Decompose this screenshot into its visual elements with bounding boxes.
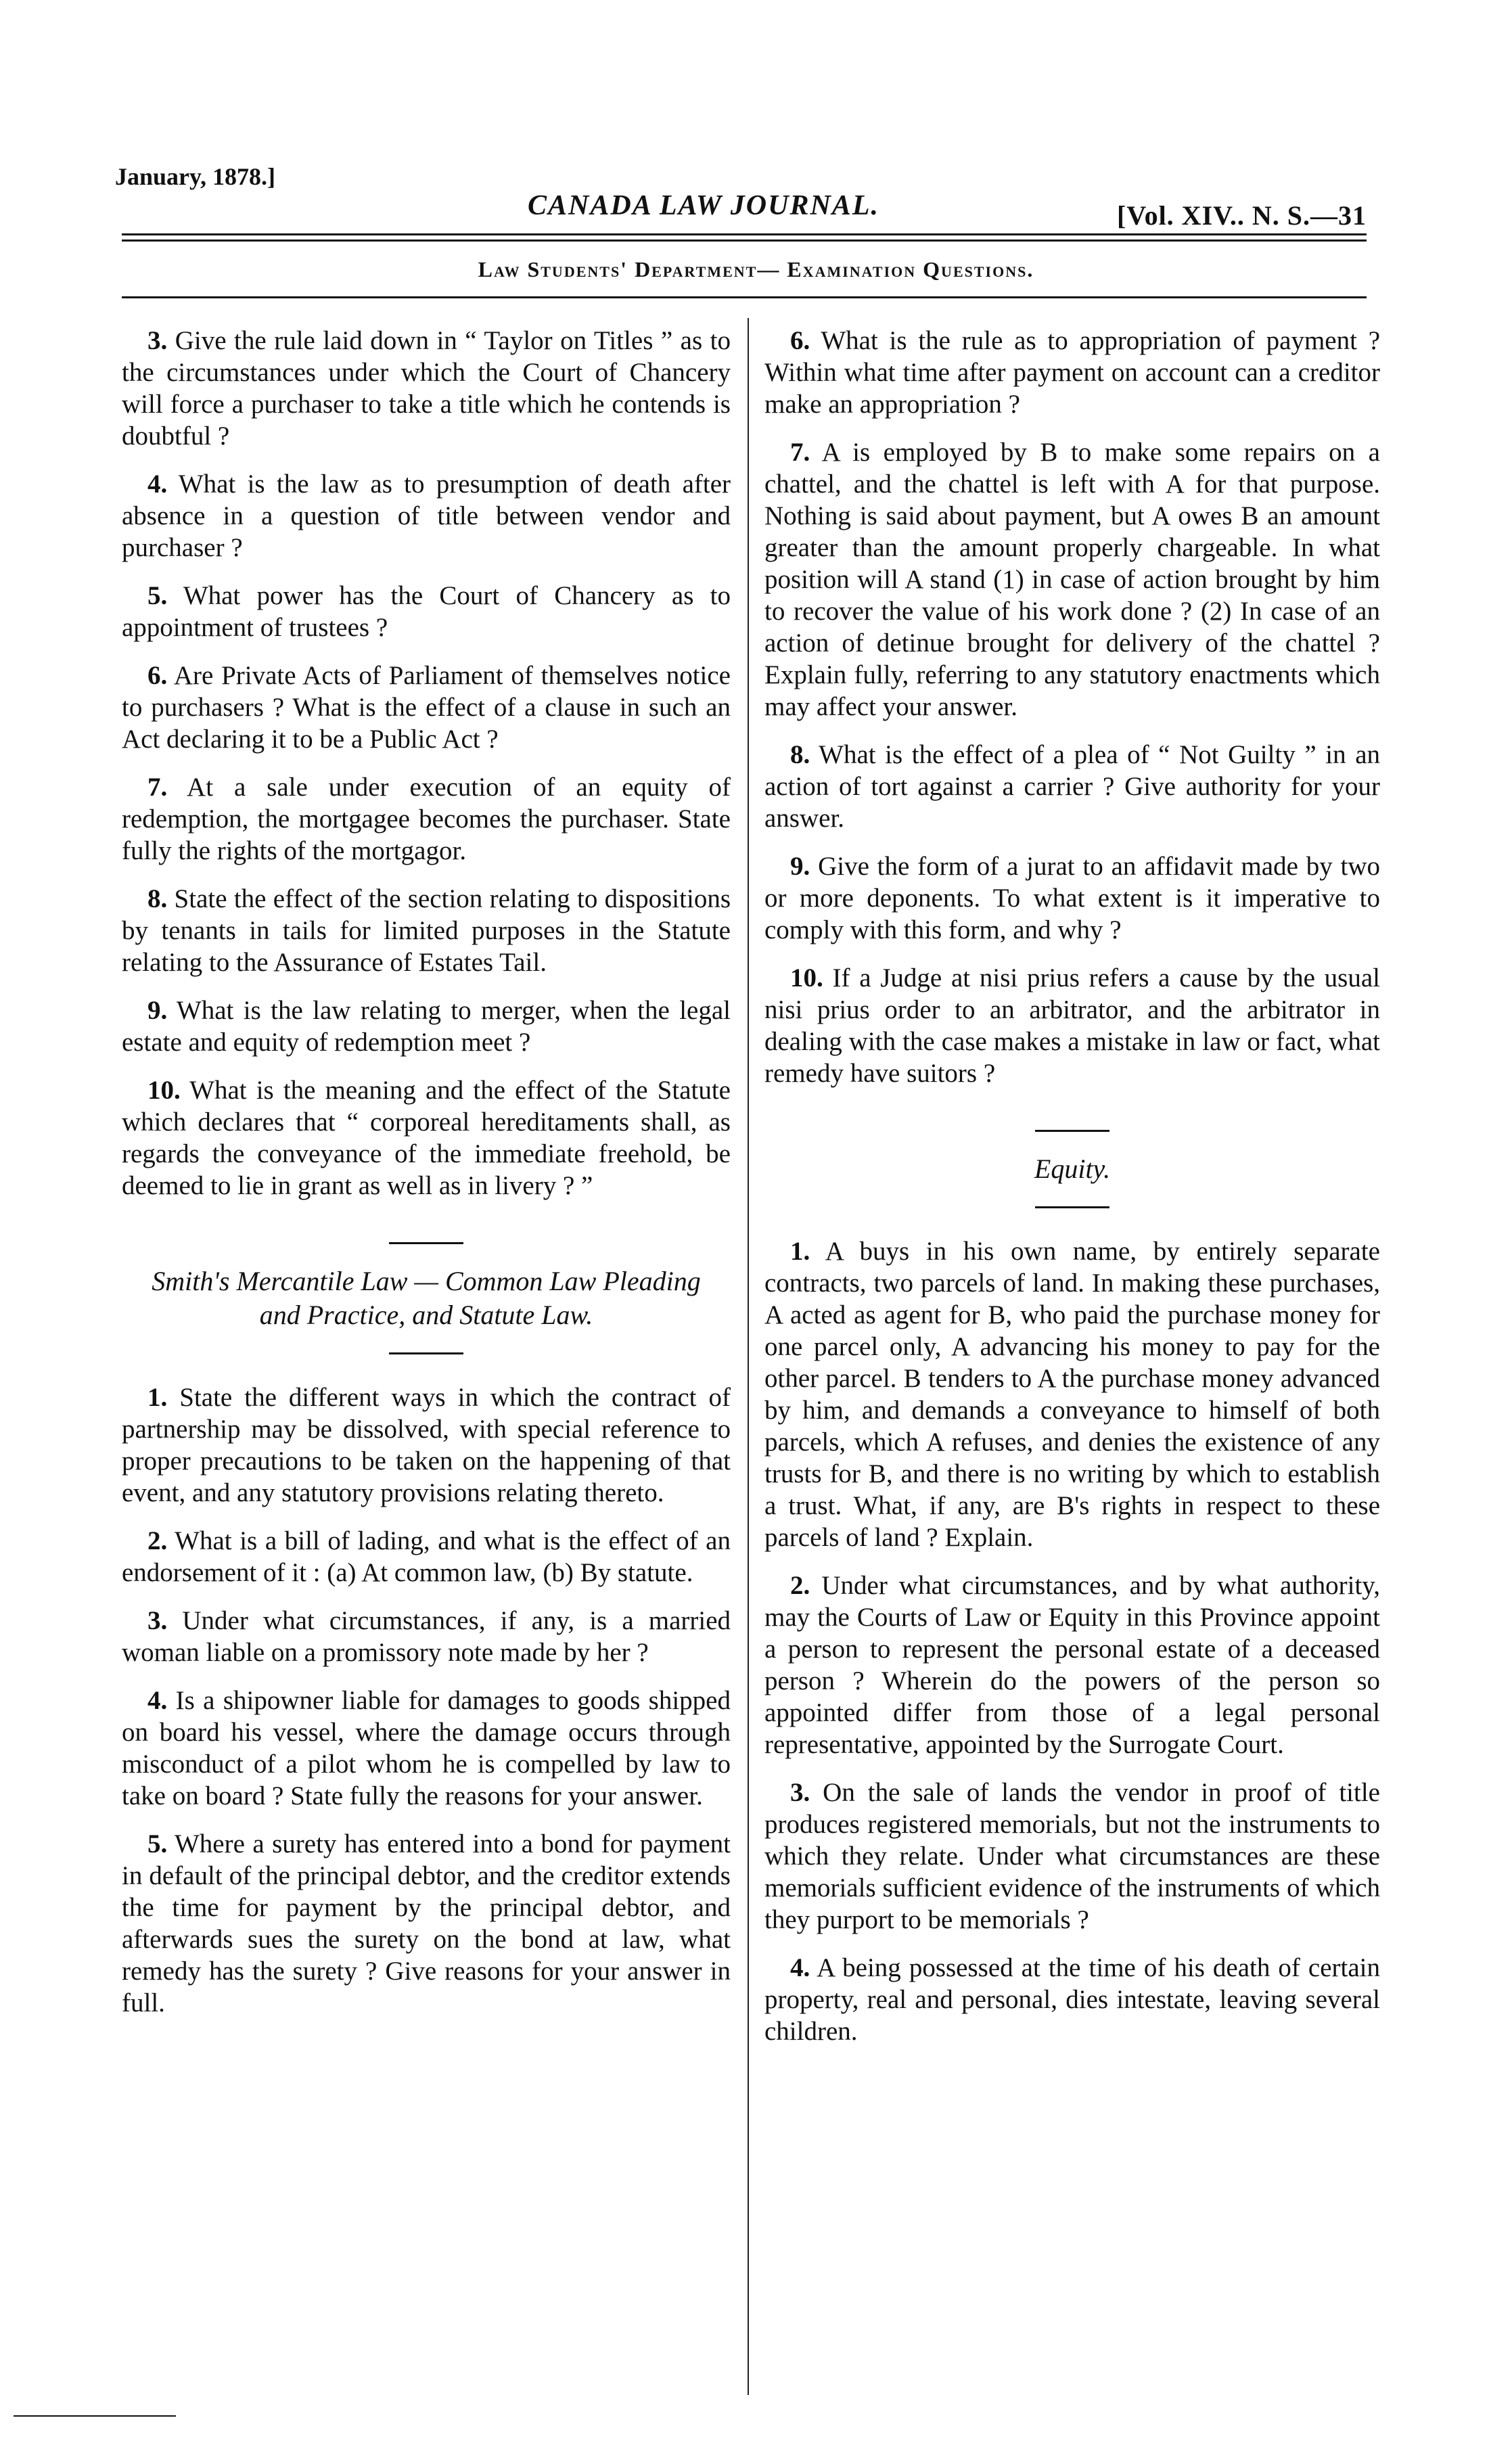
question-text: What power has the Court of Chancery as to appointment of trustees ?	[122, 581, 731, 642]
question-text: On the sale of lands the vendor in proof of title produces registered memorials, but not the instruments to which they relate. Under what circumstances are these memorials sufficient evidence of the instruments of which they purport to be memorials ?	[764, 1778, 1380, 1934]
question-number: 2.	[790, 1571, 810, 1600]
section-rule	[389, 1352, 463, 1354]
question-number: 9.	[147, 996, 168, 1025]
question-text: What is the rule as to appropriation of payment ? Within what time after payment on account can a creditor make an appropriation ?	[764, 326, 1381, 419]
question-text: State the different ways in which the contract of partnership may be dissolved, with special reference to proper precautions to be taken on the happening of that event, and any statutory provisions relating thereto.	[122, 1383, 731, 1507]
question-number: 1.	[147, 1383, 168, 1412]
question-text: What is a bill of lading, and what is the effect of an endorsement of it : (a) At common law, (b) By statute.	[122, 1526, 731, 1587]
issue-date: January, 1878.]	[115, 163, 276, 190]
question-text: What is the law as to presumption of death after absence in a question of title between vendor and purchaser ?	[122, 470, 731, 562]
question-item	[764, 1952, 1380, 2047]
footer-rule	[14, 2415, 176, 2417]
question-number: 8.	[790, 740, 810, 769]
question-item	[764, 739, 1380, 834]
question-text: What is the law relating to merger, when the legal estate and equity of redemption meet ?	[122, 996, 731, 1057]
question-item	[122, 1685, 731, 1812]
left-column	[122, 325, 731, 2035]
question-text: A buys in his own name, by entirely separate contracts, two parcels of land. In making these purchases, A acted as agent for B, who paid the purchase money for one parcel only, A advancing his money to pay for the other parcel. B tenders to A the purchase money advanced by him, and demands a conveyance to himself of both parcels, which A refuses, and denies the existence of any trusts for B, and there is no writing by which to establish a trust. What, if any, are B's rights in respect to these parcels of land ? Explain.	[764, 1237, 1380, 1552]
right-questions-equity	[764, 1235, 1380, 2047]
section-rule	[1035, 1206, 1109, 1208]
running-header	[115, 162, 1367, 231]
question-number: 3.	[147, 326, 168, 355]
question-item	[764, 1777, 1380, 1936]
question-text: Where a surety has entered into a bond for payment in default of the principal debtor, and the creditor extends the time for payment by the principal debtor, and afterwards sues the surety on the bond at law, what remedy has the surety ? Give reasons for your answer in full.	[122, 1829, 731, 2017]
question-number: 5.	[147, 581, 168, 610]
column-divider	[748, 318, 749, 2395]
question-item	[764, 962, 1380, 1089]
question-item	[764, 436, 1380, 723]
question-text: Under what circumstances, and by what authority, may the Courts of Law or Equity in this Province appoint a person to represent the personal estate of a deceased person ? Wherein do the powers of the person so appointed differ from those of a legal personal representative, appointed by the Surrogate Court.	[764, 1571, 1381, 1759]
section-title-equity: Equity.	[1034, 1154, 1111, 1184]
question-text: What is the effect of a plea of “ Not Guilty ” in an action of tort against a carrier ? Give authority for your answer.	[764, 740, 1381, 833]
volume-page: [Vol. XIV.. N. S.—31	[1117, 200, 1367, 231]
question-number: 6.	[147, 661, 168, 690]
header-rule-bottom	[122, 239, 1367, 242]
question-number: 7.	[790, 438, 810, 467]
question-number: 1.	[790, 1237, 810, 1266]
question-text: Give the rule laid down in “ Taylor on Titles ” as to the circumstances under which the Court of Chancery will force a purchaser to take a title which he contends is doubtful ?	[122, 326, 731, 451]
question-text: What is the meaning and the effect of the Statute which declares that “ corporeal hereditaments shall, as regards the conveyance of the immediate freehold, be deemed to lie in grant as well as in livery ? ”	[122, 1076, 731, 1200]
department-rule	[122, 296, 1367, 298]
question-item	[122, 580, 731, 643]
question-item	[122, 325, 731, 452]
question-item	[122, 1525, 731, 1589]
question-item	[122, 1382, 731, 1509]
section-rule	[1035, 1130, 1109, 1132]
question-item	[122, 1605, 731, 1668]
section-rule	[389, 1242, 463, 1244]
question-item	[764, 1570, 1380, 1760]
question-number: 3.	[147, 1606, 168, 1635]
right-questions-common-law	[764, 325, 1380, 1089]
header-rule-top	[122, 233, 1367, 235]
question-number: 8.	[147, 884, 168, 913]
journal-title: CANADA LAW JOURNAL.	[528, 190, 879, 221]
question-number: 4.	[790, 1953, 810, 1982]
question-text: Is a shipowner liable for damages to goods shipped on board his vessel, where the damage occurs through misconduct of a pilot whom he is compelled by law to take on board ? State fully the reasons for your answer.	[122, 1686, 731, 1810]
question-text: State the effect of the section relating to dispositions by tenants in tails for limited purposes in the Statute relating to the Assurance of Estates Tail.	[122, 884, 731, 977]
question-item	[122, 1074, 731, 1202]
department-heading: Law Students' Department— Examination Questions.	[478, 257, 1034, 281]
question-text: Give the form of a jurat to an affidavit made by two or more deponents. To what extent is it imperative to comply with this form, and why ?	[764, 852, 1381, 944]
question-item	[122, 771, 731, 867]
question-number: 4.	[147, 470, 168, 499]
question-number: 10.	[147, 1076, 181, 1105]
question-item	[764, 1235, 1380, 1553]
question-number: 3.	[790, 1778, 810, 1807]
question-item	[122, 660, 731, 755]
left-questions-conveyancing	[122, 325, 731, 1202]
question-number: 4.	[147, 1686, 168, 1715]
question-number: 7.	[147, 773, 168, 802]
question-text: Under what circumstances, if any, is a married woman liable on a promissory note made by her ?	[122, 1606, 731, 1667]
question-item	[122, 468, 731, 564]
question-number: 10.	[790, 963, 823, 993]
question-number: 2.	[147, 1526, 168, 1555]
question-item	[764, 850, 1380, 946]
question-text: A is employed by B to make some repairs on a chattel, and the chattel is left with A for that purpose. Nothing is said about payment, but A owes B an amount greater than the amount properly chargeable. In what position will A stand (1) in case of action brought by him to recover the value of his work done ? (2) In case of an action of detinue brought for delivery of the chattel ? Explain fully, referring to any statutory enactments which may affect your answer.	[764, 438, 1380, 721]
question-number: 9.	[790, 852, 810, 881]
question-number: 5.	[147, 1829, 168, 1858]
section-title-mercantile-law: Smith's Mercantile Law — Common Law Pleading and Practice, and Statute Law.	[152, 1266, 701, 1330]
right-column	[764, 325, 1380, 2063]
question-number: 6.	[790, 326, 810, 355]
question-text: A being possessed at the time of his death of certain property, real and personal, dies intestate, leaving several children.	[764, 1953, 1380, 2046]
question-item	[122, 883, 731, 978]
question-text: At a sale under execution of an equity of redemption, the mortgagee becomes the purchaser. State fully the rights of the mortgagor.	[122, 773, 731, 865]
question-item	[764, 325, 1380, 420]
question-text: Are Private Acts of Parliament of themselves notice to purchasers ? What is the effect of a clause in such an Act declaring it to be a Public Act ?	[122, 661, 731, 754]
question-text: If a Judge at nisi prius refers a cause by the usual nisi prius order to an arbitrator, and the arbitrator in dealing with the case makes a mistake in law or fact, what remedy have suitors ?	[764, 963, 1381, 1088]
question-item	[122, 995, 731, 1058]
left-questions-mercantile-law	[122, 1382, 731, 2019]
question-item	[122, 1828, 731, 2019]
